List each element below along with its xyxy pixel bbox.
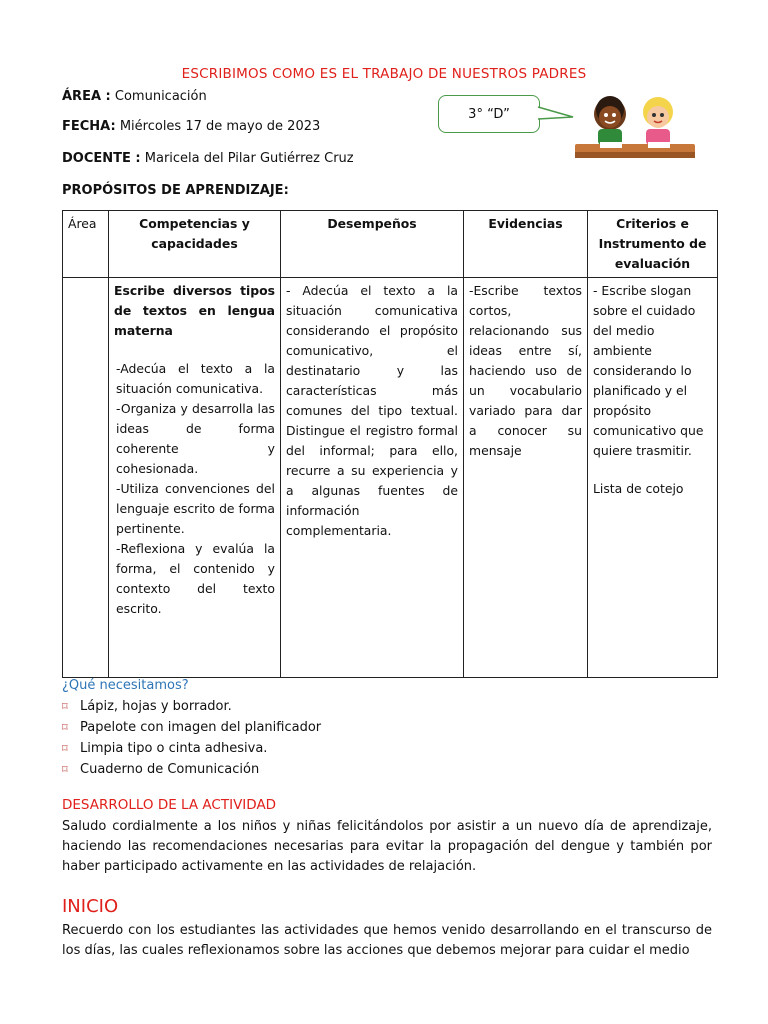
inicio-heading: INICIO xyxy=(62,896,119,917)
area-value: Comunicación xyxy=(114,89,207,104)
header-area: Área xyxy=(63,211,109,278)
criterios-text: - Escribe slogan sobre el cuidado del medio ambiente considerando lo planificado y el propósito comunicativo que quiere trasmitir. xyxy=(593,283,704,458)
competencia-title: Escribe diversos tipos de textos en lengua materna xyxy=(114,283,275,338)
propositos-heading xyxy=(62,183,289,198)
materials-list xyxy=(62,696,321,780)
header-competencias: Competencias y capacidades xyxy=(109,211,281,278)
list-item xyxy=(62,738,321,759)
area-line xyxy=(62,89,207,104)
material-text: Limpia tipo o cinta adhesiva. xyxy=(80,741,268,756)
list-item xyxy=(62,759,321,780)
bullet-icon: ⌑ xyxy=(62,721,68,734)
inicio-paragraph: Recuerdo con los estudiantes las actividades que hemos venido desarrollando en el transcurso de los días, las cuales reflexionamos sobre las acciones que debemos mejorar para cuidar el medio xyxy=(62,923,712,958)
material-text: Papelote con imagen del planificador xyxy=(80,720,322,735)
fecha-value: Miércoles 17 de mayo de 2023 xyxy=(119,119,321,134)
table-row xyxy=(63,278,718,678)
area-label: ÁREA : xyxy=(62,89,111,104)
grade-label: 3° “D” xyxy=(468,106,510,122)
capacidad-item: -Utiliza convenciones del lenguaje escrito de forma pertinente. xyxy=(116,481,275,536)
docente-value: Maricela del Pilar Gutiérrez Cruz xyxy=(144,151,354,166)
learning-table xyxy=(62,210,718,678)
necesitamos-heading: ¿Qué necesitamos? xyxy=(62,678,189,693)
material-text: Lápiz, hojas y borrador. xyxy=(80,699,232,714)
docente-line xyxy=(62,151,354,166)
capacidad-item: -Organiza y desarrolla las ideas de forma coherente y cohesionada. xyxy=(116,401,275,476)
desarrollo-paragraph: Saludo cordialmente a los niños y niñas felicitándolos por asistir a un nuevo día de aprendizaje, haciendo las recomendaciones necesarias para evitar la propagación del dengue y también por haber participado activamente en las actividades de relajación. xyxy=(62,819,712,874)
cell-competencias xyxy=(109,278,281,678)
cell-criterios xyxy=(588,278,718,678)
material-text: Cuaderno de Comunicación xyxy=(80,762,260,777)
capacidad-item: -Reflexiona y evalúa la forma, el contenido y contexto del texto escrito. xyxy=(116,541,275,616)
header-evidencias: Evidencias xyxy=(464,211,588,278)
list-item xyxy=(62,696,321,717)
children-illustration xyxy=(570,92,700,162)
bullet-icon: ⌑ xyxy=(62,742,68,755)
table-header-row xyxy=(63,211,718,278)
bullet-icon: ⌑ xyxy=(62,700,68,713)
bullet-icon: ⌑ xyxy=(62,763,68,776)
header-desempenos: Desempeños xyxy=(281,211,464,278)
cell-evidencias: -Escribe textos cortos, relacionando sus ideas entre sí, haciendo uso de un vocabulario variado para dar a conocer su mensaje xyxy=(464,278,588,678)
cell-area xyxy=(63,278,109,678)
capacidad-item: -Adecúa el texto a la situación comunicativa. xyxy=(116,361,275,396)
fecha-line xyxy=(62,119,320,134)
cell-desempenos: - Adecúa el texto a la situación comunicativa considerando el propósito comunicativo, el destinatario y las características más comunes del tipo textual. Distingue el registro formal del informal; para ello, recurre a su experiencia y a algunas fuentes de información complementaria. xyxy=(281,278,464,678)
header-criterios: Criterios e Instrumento de evaluación xyxy=(588,211,718,278)
bubble-tail xyxy=(525,105,575,125)
page-title: ESCRIBIMOS COMO ES EL TRABAJO DE NUESTROS PADRES xyxy=(181,66,587,82)
list-item xyxy=(62,717,321,738)
fecha-label: FECHA: xyxy=(62,119,116,134)
docente-label: DOCENTE : xyxy=(62,151,141,166)
instrumento-text: Lista de cotejo xyxy=(593,481,684,496)
propositos-label: PROPÓSITOS DE APRENDIZAJE: xyxy=(62,183,289,198)
desarrollo-heading: DESARROLLO DE LA ACTIVIDAD xyxy=(62,797,277,813)
